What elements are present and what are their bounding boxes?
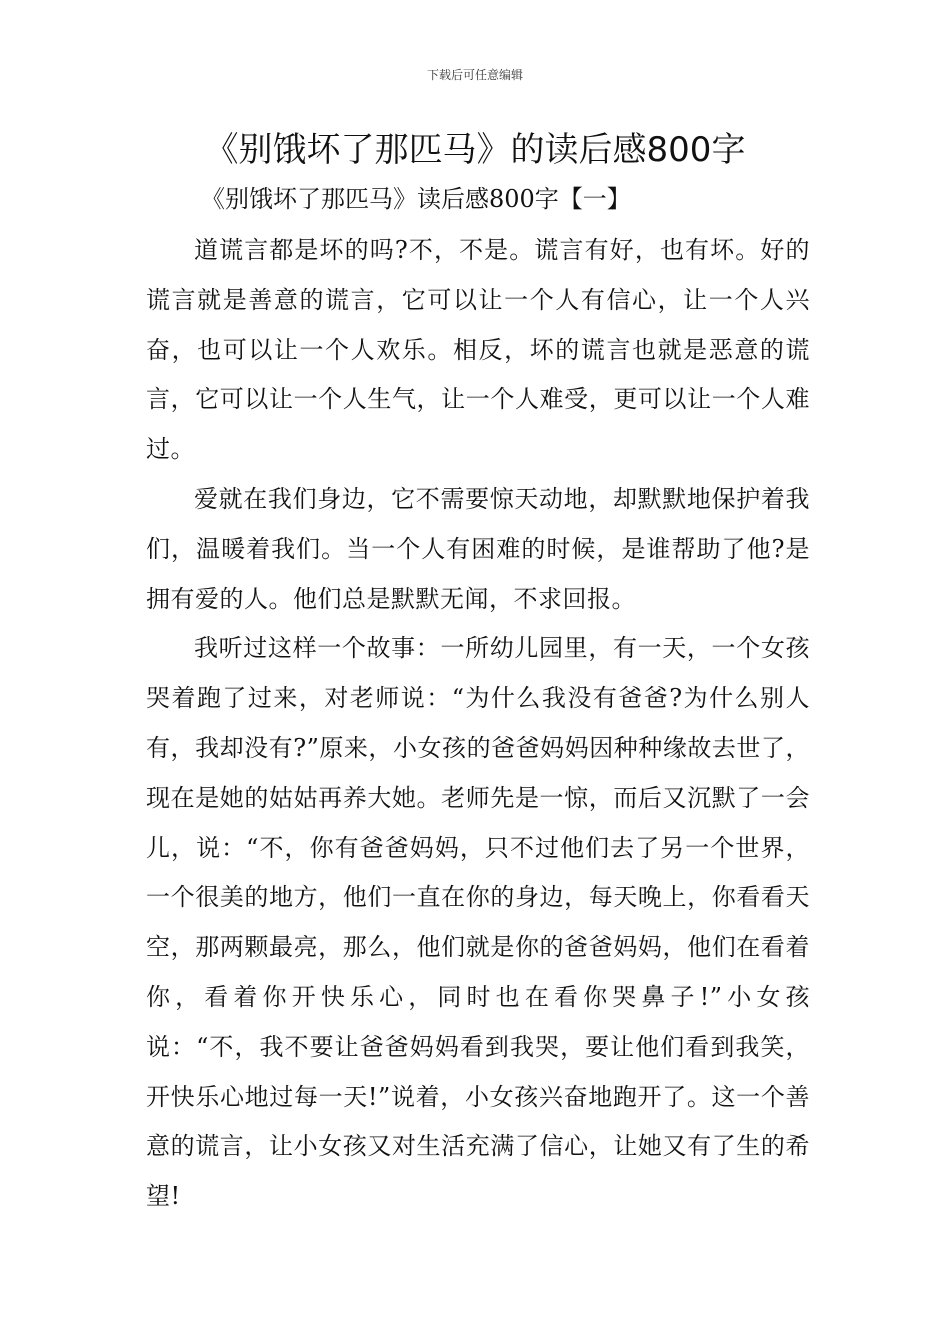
page-header-note: 下载后可任意编辑 (426, 68, 523, 82)
body-text (146, 226, 810, 1222)
paragraph-1: 道谎言都是坏的吗?不，不是。谎言有好，也有坏。好的谎言就是善意的谎言，它可以让一个人有信心，让一个人兴奋，也可以让一个人欢乐。相反，坏的谎言也就是恶意的谎言，它可以让一个人生气，让一个人难受，更可以让一个人难过。 (146, 236, 810, 464)
section-subtitle: 《别饿坏了那匹马》读后感800字【一】 (201, 185, 631, 213)
paragraph-3: 我听过这样一个故事：一所幼儿园里，有一天，一个女孩哭着跑了过来，对老师说：“为什么我没有爸爸?为什么别人有，我却没有?”原来，小女孩的爸爸妈妈因种种缘故去世了，现在是她的姑姑再养大她。老师先是一惊，而后又沉默了一会儿，说：“不，你有爸爸妈妈，只不过他们去了另一个世界，一个很美的地方，他们一直在你的身边，每天晚上，你看看天空，那两颗最亮，那么，他们就是你的爸爸妈妈，他们在看着你，看着你开快乐心，同时也在看你哭鼻子!”小女孩说：“不，我不要让爸爸妈妈看到我哭，要让他们看到我笑，开快乐心地过每一天!”说着，小女孩兴奋地跑开了。这一个善意的谎言，让小女孩又对生活充满了信心，让她又有了生的希望! (146, 634, 810, 1211)
paragraph-2: 爱就在我们身边，它不需要惊天动地，却默默地保护着我们，温暖着我们。当一个人有困难的时候，是谁帮助了他?是拥有爱的人。他们总是默默无闻，不求回报。 (146, 484, 810, 613)
document-title: 《别饿坏了那匹马》的读后感800字 (204, 130, 746, 170)
